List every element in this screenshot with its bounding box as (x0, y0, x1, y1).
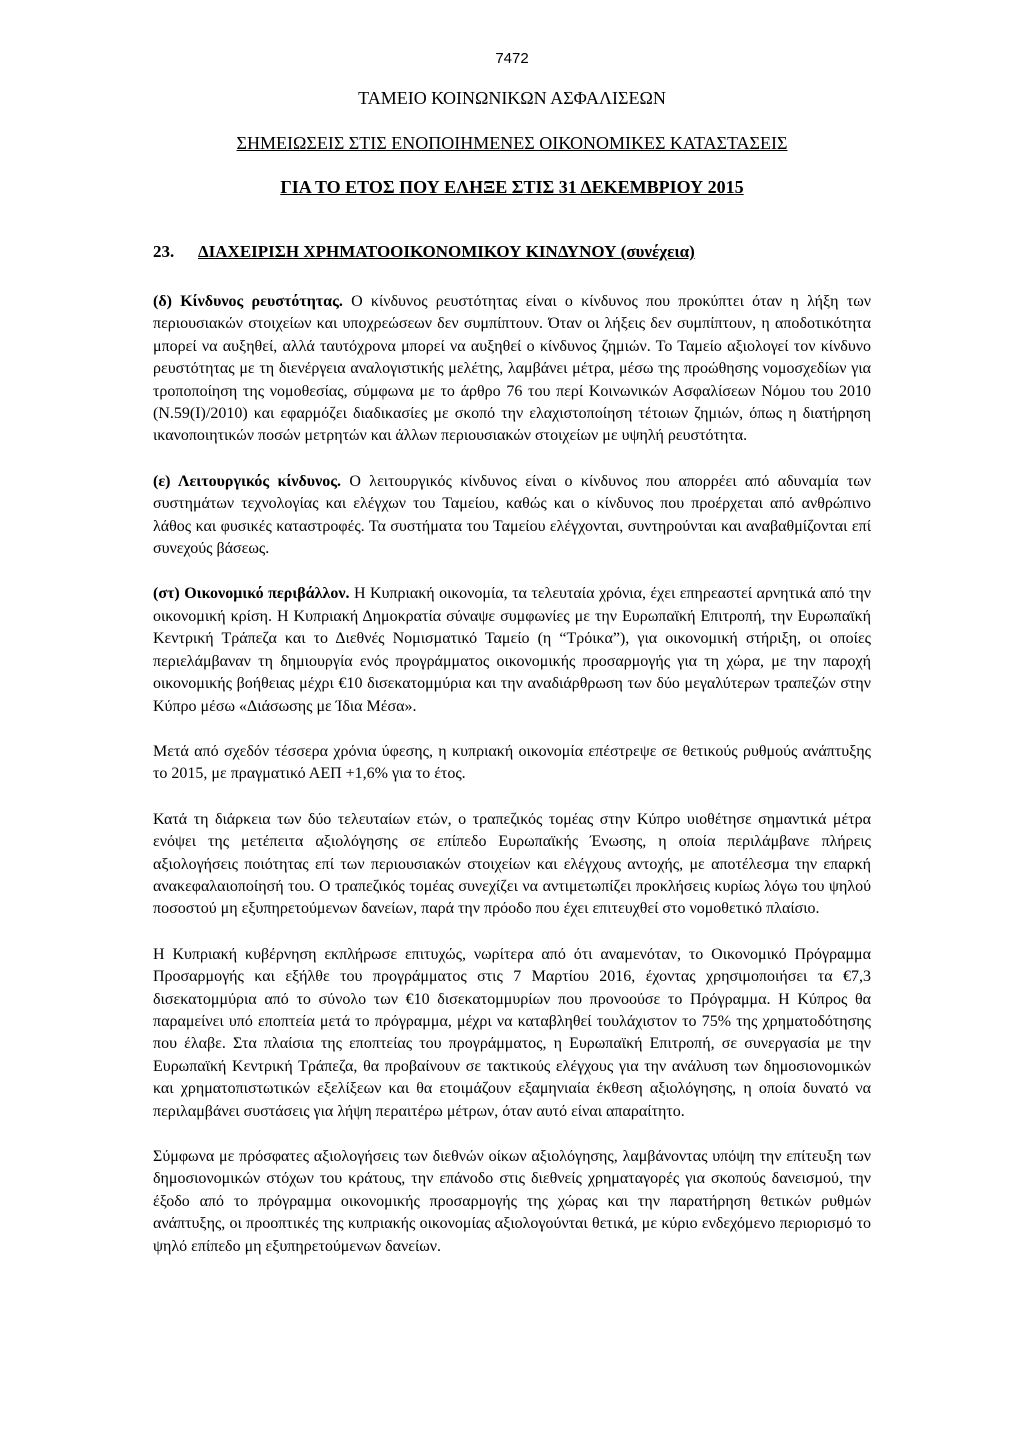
paragraph-text: Ο λειτουργικός κίνδυνος είναι ο κίνδυνος που απορρέει από αδυναμία των συστημάτων τεχνολογίας και ελέγχων του Ταμείου, καθώς και ο κίνδυνος που προέρχεται από ανθρώπινο λάθος και φυσικές καταστροφές. Τα συστήματα του Ταμείου ελέγχονται, συντηρούνται και αναβαθμίζονται επί συνεχούς βάσεως. (153, 472, 872, 558)
paragraph-economic-environment (153, 583, 871, 717)
paragraph-banking-sector (153, 809, 871, 921)
organization-heading: ΤΑΜΕΙΟ ΚΟΙΝΩΝΙΚΩΝ ΑΣΦΑΛΙΣΕΩΝ (358, 88, 666, 108)
notes-heading: ΣΗΜΕΙΩΣΕΙΣ ΣΤΙΣ ΕΝΟΠΟΙΗΜΕΝΕΣ ΟΙΚΟΝΟΜΙΚΕΣ ΚΑΤΑΣΤΑΣΕΙΣ (236, 133, 788, 153)
paragraph-text: Μετά από σχεδόν τέσσερα χρόνια ύφεσης, η κυπριακή οικονομία επέστρεψε σε θετικούς ρυθμούς ανάπτυξης το 2015, με πραγματικό ΑΕΠ +1,6% για το έτος. (153, 742, 871, 783)
section-title: ΔΙΑΧΕΙΡΙΣΗ ΧΡΗΜΑΤΟΟΙΚΟΝΟΜΙΚΟΥ ΚΙΝΔΥΝΟΥ (συνέχεια) (198, 242, 695, 261)
paragraph-text: Η Κυπριακή οικονομία, τα τελευταία χρόνια, έχει επηρεαστεί αρνητικά από την οικονομική κρίση. Η Κυπριακή Δημοκρατία σύναψε συμφωνίες με την Ευρωπαϊκή Επιτροπή, την Ευρωπαϊκή Κεντρική Τράπεζα και το Διεθνές Νομισματικό Ταμείο (η “Τρόικα”), για οικονομική στήριξη, οι οποίες περιελάμβαναν τη δημιουργία ενός προγράμματος οικονομικής προσαρμογής για τη χώρα, με την παροχή οικονομικής βοήθειας μέχρι €10 δισεκατομμύρια και την αναδιάρθρωση των δύο μεγαλύτερων τραπεζών στην Κύπρο μέσω «Διάσωσης με Ίδια Μέσα». (153, 585, 872, 715)
section-heading (153, 242, 695, 262)
paragraph-liquidity-risk (153, 291, 871, 448)
page-number: 7472 (495, 50, 529, 67)
paragraph-text: Σύμφωνα με πρόσφατες αξιολογήσεις των διεθνών οίκων αξιολόγησης, λαμβάνοντας υπόψη την επίτευξη των δημοσιονομικών στόχων του κράτους, την επάνοδο στις διεθνείς χρηματαγορές για σκοπούς δανεισμού, την έξοδο από το πρόγραμμα οικονομικής προσαρμογής της χώρας και την παρατήρηση θετικών ρυθμών ανάπτυξης, οι προοπτικές της κυπριακής οικονομίας αξιολογούνται θετικά, με κύριο ενδεχόμενο περιορισμό το ψηλό επίπεδο μη εξυπηρετούμενων δανείων. (153, 1148, 871, 1255)
document-body (153, 291, 871, 1281)
paragraph-credit-ratings (153, 1146, 871, 1258)
year-heading: ΓΙΑ ΤΟ ΕΤΟΣ ΠΟΥ ΕΛΗΞΕ ΣΤΙΣ 31 ΔΕΚΕΜΒΡΙΟΥ 2015 (280, 177, 744, 197)
section-number: 23. (153, 242, 175, 261)
paragraph-lead: (ε) Λειτουργικός κίνδυνος. (153, 472, 341, 490)
paragraph-text: Η Κυπριακή κυβέρνηση εκπλήρωσε επιτυχώς, νωρίτερα από ότι αναμενόταν, το Οικονομικό Πρόγραμμα Προσαρμογής και εξήλθε του προγράμματος στις 7 Μαρτίου 2016, έχοντας χρησιμοποιήσει τα €7,3 δισεκατομμύρια από το σύνολο των €10 δισεκατομμυρίων που προνοούσε το Πρόγραμμα. Η Κύπρος θα παραμείνει υπό εποπτεία μετά το πρόγραμμα, μέχρι να καταβληθεί τουλάχιστον το 75% της χρηματοδότησης που έλαβε. Στα πλαίσια της εποπτείας του προγράμματος, η Ευρωπαϊκή Επιτροπή, σε συνεργασία με την Ευρωπαϊκή Κεντρική Τράπεζα, θα προβαίνουν σε τακτικούς ελέγχους για την ανάλυση των δημοσιονομικών και χρηματοπιστωτικών εξελίξεων και θα ετοιμάζουν εξαμηνιαία έκθεση αξιολόγησης, η οποία δυνατό να περιλαμβάνει συστάσεις για λήψη περαιτέρω μέτρων, όταν αυτό είναι απαραίτητο. (153, 945, 871, 1120)
paragraph-lead: (στ) Οικονομικό περιβάλλον. (153, 585, 350, 603)
paragraph-text: Κατά τη διάρκεια των δύο τελευταίων ετών, ο τραπεζικός τομέας στην Κύπρο υιοθέτησε σημαντικά μέτρα ενόψει της μετέπειτα αξιολόγησης σε επίπεδο Ευρωπαϊκής Ένωσης, η οποία περιλάμβανε πλήρεις αξιολογήσεις ποιότητας επί των περιουσιακών στοιχείων και ελέγχους αντοχής, με αποτέλεσμα την επαρκή ανακεφαλαιοποίησή του. Ο τραπεζικός τομέας συνεχίζει να αντιμετωπίζει προκλήσεις κυρίως λόγω του ψηλού ποσοστού μη εξυπηρετούμενων δανείων, παρά την πρόοδο που έχει επιτευχθεί στο νομοθετικό πλαίσιο. (153, 810, 871, 918)
paragraph-operational-risk (153, 471, 871, 561)
paragraph-text: Ο κίνδυνος ρευστότητας είναι ο κίνδυνος που προκύπτει όταν η λήξη των περιουσιακών στοιχείων και υποχρεώσεων δεν συμπίπτουν. Όταν οι λήξεις δεν συμπίπτουν, η αποδοτικότητα μπορεί να αυξηθεί, αλλά ταυτόχρονα μπορεί να αυξηθεί ο κίνδυνος ζημιών. Το Ταμείο αξιολογεί τον κίνδυνο ρευστότητας με τη διενέργεια αναλογιστικής μελέτης, λαμβάνει μέτρα, μέσω της προώθησης νομοσχεδίων για τροποποίηση της νομοθεσίας, σύμφωνα με το άρθρο 76 του περί Κοινωνικών Ασφαλίσεων Νόμου του 2010 (Ν.59(Ι)/2010) και εφαρμόζει διαδικασίες με σκοπό την ελαχιστοποίηση τέτοιων ζημιών, όπως η διατήρηση ικανοποιητικών ποσών μετρητών και άλλων περιουσιακών στοιχείων με υψηλή ρευστότητα. (153, 293, 871, 445)
paragraph-adjustment-programme (153, 944, 871, 1123)
paragraph-lead: (δ) Κίνδυνος ρευστότητας. (153, 293, 343, 310)
paragraph-recovery (153, 741, 871, 786)
